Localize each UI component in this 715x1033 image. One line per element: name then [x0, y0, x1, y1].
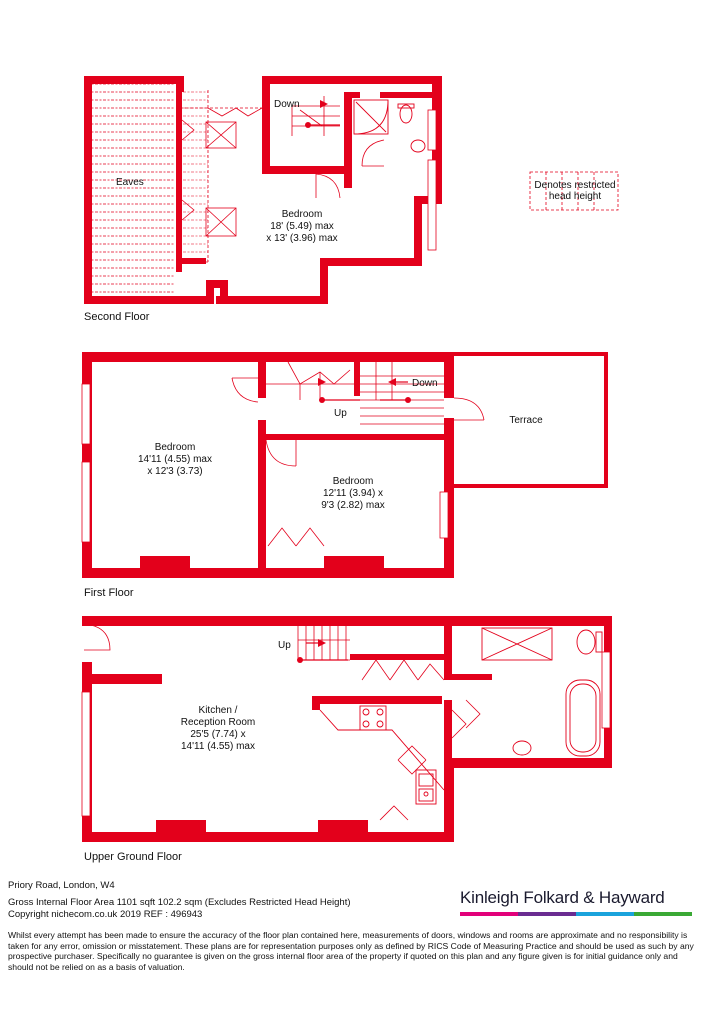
kitchen-name2: Reception Room [180, 717, 256, 728]
upper-ground-floor-plan [82, 616, 612, 863]
brand-bar-segment [518, 912, 576, 916]
footer-copyright: Copyright nichecom.co.uk 2019 REF : 496943 [8, 909, 203, 920]
eaves-label: Eaves [116, 177, 144, 188]
first-floor-up-label: Up [334, 408, 347, 419]
second-floor-down-label: Down [274, 99, 300, 110]
brand-bar-segment [576, 912, 634, 916]
brand-color-bar [460, 912, 692, 916]
second-floor-title: Second Floor [84, 311, 150, 323]
kitchen-dim1: 25'5 (7.74) x [190, 729, 246, 740]
second-floor-plan [84, 76, 442, 323]
eaves-restricted-area [92, 84, 174, 294]
brand-bar-segment [460, 912, 518, 916]
upper-ground-up-label: Up [278, 640, 291, 651]
kitchen-dim2: 14'11 (4.55) max [181, 741, 255, 752]
legend-line1: Denotes restricted [534, 180, 616, 191]
kitchen-fixtures [320, 706, 444, 804]
brand-name: Kinleigh Folkard & Hayward [460, 888, 665, 907]
footer-floor-area: Gross Internal Floor Area 1101 sqft 102.2 sqm (Excludes Restricted Head Height) [8, 897, 351, 908]
brand-logo [460, 888, 692, 916]
first-floor-plan [82, 352, 608, 599]
upper-ground-walls [82, 616, 612, 842]
upper-ground-bathroom-fixtures [482, 628, 602, 756]
upper-ground-floor-title: Upper Ground Floor [84, 851, 182, 863]
skylights [206, 122, 236, 236]
first-floor-down-label: Down [412, 378, 438, 389]
second-floor-bathroom-fixtures [354, 100, 425, 152]
legend [530, 172, 618, 210]
kitchen-name: Kitchen / [198, 705, 238, 716]
first-floor-bedroom2-name: Bedroom [332, 476, 374, 487]
brand-bar-segment [634, 912, 692, 916]
first-floor-bedroom2-dim2: 9'3 (2.82) max [321, 500, 385, 511]
footer-disclaimer: Whilst every attempt has been made to ensure the accuracy of the floor plan contained here, measurements of doors, windows and rooms are approximate and no responsibility is taken for any error, omission or misstatement. These plans are for representation purposes only as defined by RICS Code of Measuring Practice and should be used as such by any prospective purchaser. Specifically no guarantee is given on the gross internal floor area of the property if quoted on this plan and any figure given is for initial guidance only and should not be relied on as a basis of valuation. [8, 930, 694, 972]
first-floor-bedroom1-name: Bedroom [154, 442, 196, 453]
first-floor-bedroom1-dim1: 14'11 (4.55) max [138, 454, 212, 465]
footer-address: Priory Road, London, W4 [8, 880, 115, 891]
legend-line2: head height [548, 191, 602, 202]
second-floor-bedroom-dim2: x 13' (3.96) max [266, 233, 338, 244]
first-floor-bedroom1-dim2: x 12'3 (3.73) [147, 466, 203, 477]
second-floor-bedroom-name: Bedroom [281, 209, 323, 220]
first-floor-walls [82, 352, 454, 578]
terrace-label: Terrace [509, 415, 543, 426]
first-floor-bedroom2-dim1: 12'11 (3.94) x [322, 488, 384, 499]
first-floor-title: First Floor [84, 587, 134, 599]
second-floor-bedroom-dim1: 18' (5.49) max [270, 221, 334, 232]
